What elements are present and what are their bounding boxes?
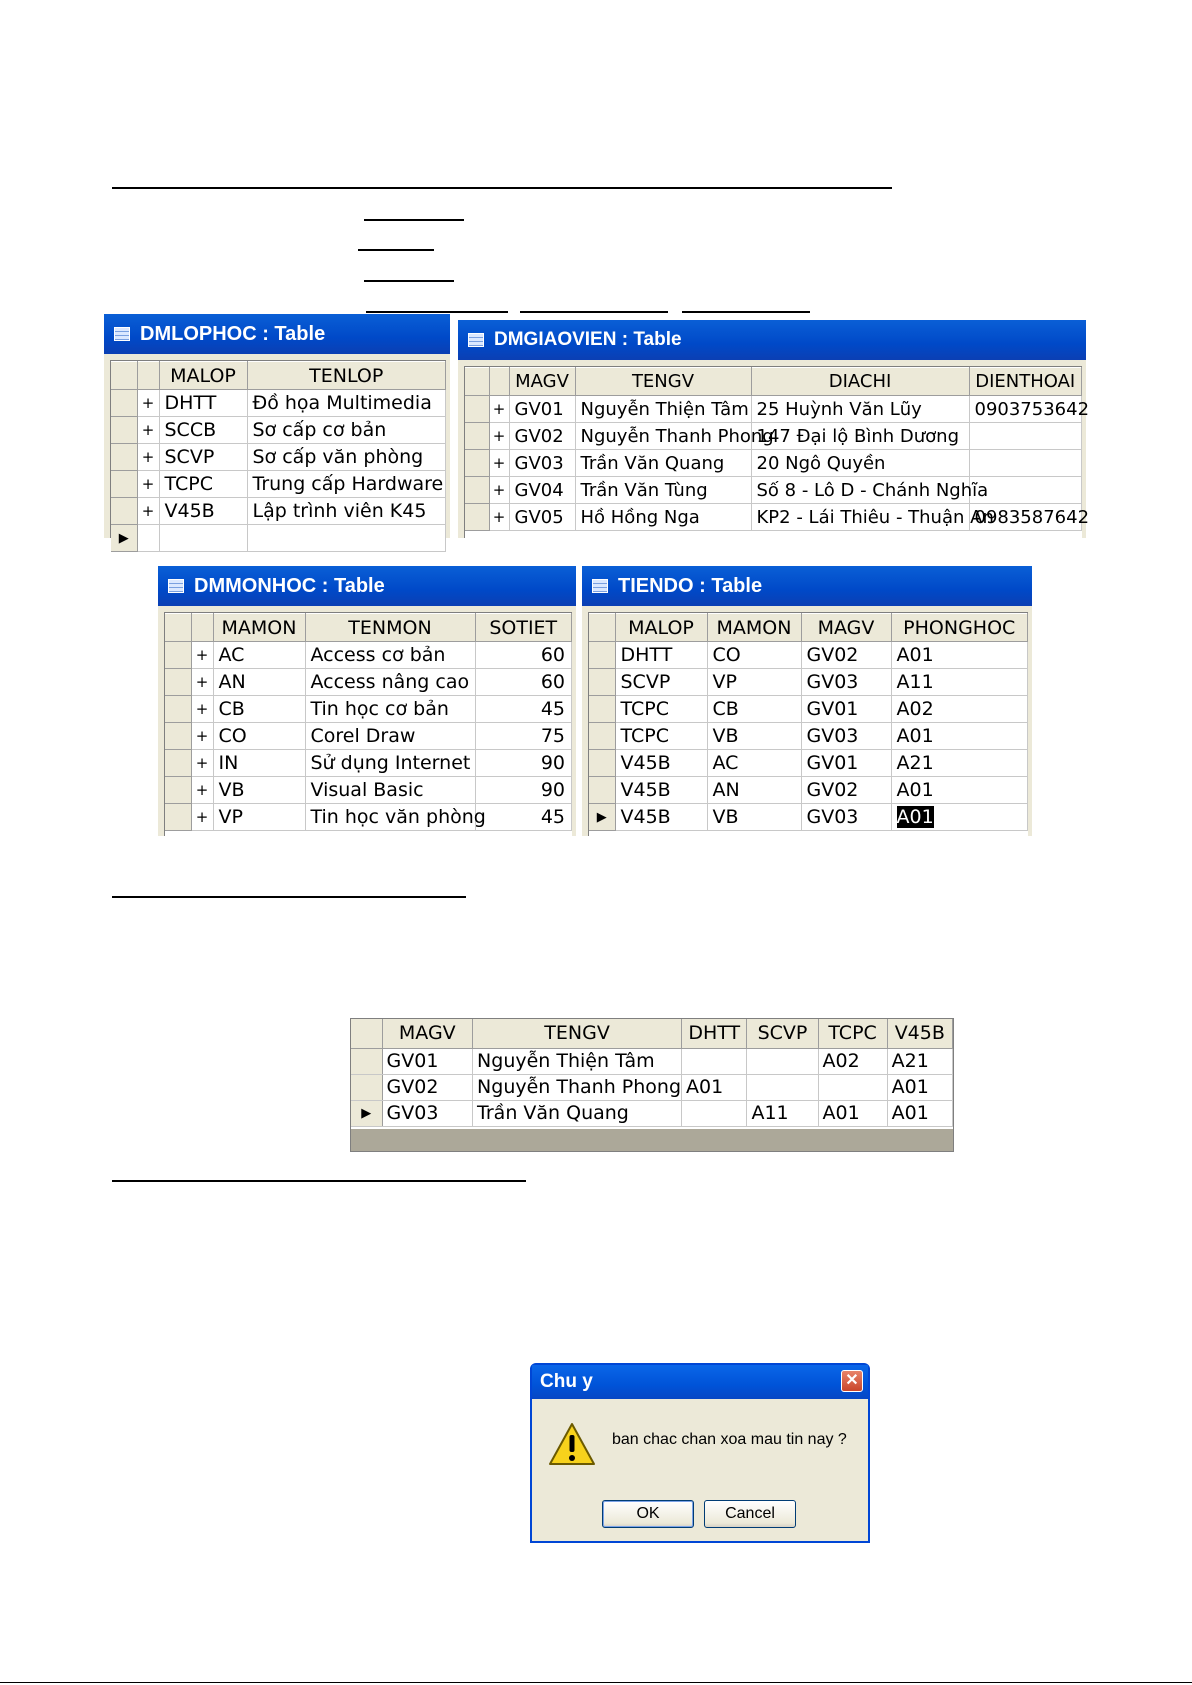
dmlophoc-titlebar[interactable] [104, 314, 450, 354]
expand-header [191, 614, 213, 642]
cell-diachi[interactable]: Số 8 - Lô D - Chánh Nghĩa [751, 477, 969, 504]
expand-icon[interactable]: + [489, 396, 509, 423]
header-row [165, 614, 572, 642]
record-selector[interactable] [351, 1048, 382, 1074]
cell-tenlop[interactable]: Sơ cấp cơ bản [247, 417, 446, 444]
cell-tenmon[interactable]: Sử dụng Internet [305, 750, 475, 777]
record-selector-header[interactable] [589, 614, 615, 642]
cell-dhtt[interactable]: A01 [682, 1074, 747, 1100]
cell-tenmon[interactable]: Visual Basic [305, 777, 475, 804]
cell-tengv[interactable]: Nguyễn Thanh Phong [473, 1074, 682, 1100]
grid-footer [351, 1129, 953, 1151]
record-selector[interactable] [351, 1074, 382, 1100]
cell-diachi[interactable]: 147 Đại lộ Bình Dương [751, 423, 969, 450]
table-row [111, 390, 446, 417]
cell-phonghoc[interactable]: A01 [891, 777, 1028, 804]
column-header[interactable]: DHTT [682, 1019, 747, 1048]
expand-icon[interactable]: + [191, 723, 213, 750]
dmmonhoc-window [158, 566, 576, 836]
column-header[interactable]: TENGV [473, 1019, 682, 1048]
cell-magv[interactable]: GV04 [509, 477, 575, 504]
record-selector-header[interactable] [465, 368, 489, 396]
record-selector[interactable] [465, 504, 489, 531]
header-row [589, 614, 1028, 642]
expand-icon[interactable]: + [489, 504, 509, 531]
ok-button[interactable]: OK [602, 1500, 694, 1528]
cell-magv[interactable]: GV03 [801, 723, 891, 750]
cell-malop[interactable]: TCPC [159, 471, 247, 498]
record-selector-header[interactable] [351, 1019, 382, 1048]
new-row-cell[interactable] [247, 525, 446, 552]
table-row [111, 471, 446, 498]
dmlophoc-table [111, 361, 446, 552]
cell-sotiet[interactable]: 45 [475, 804, 572, 831]
cell-malop[interactable]: DHTT [615, 642, 707, 669]
table-row [589, 669, 1028, 696]
cell-magv[interactable]: GV01 [382, 1048, 473, 1074]
cancel-button[interactable]: Cancel [704, 1500, 796, 1528]
column-header[interactable]: SOTIET [475, 614, 572, 642]
cell-dienthoai[interactable] [969, 423, 1082, 450]
dmlophoc-window [104, 314, 450, 546]
table-row [465, 396, 1082, 423]
cell-diachi[interactable]: 25 Huỳnh Văn Lũy [751, 396, 969, 423]
record-selector[interactable] [111, 390, 137, 417]
cell-phonghoc[interactable]: A11 [891, 669, 1028, 696]
expand-icon[interactable]: + [191, 642, 213, 669]
cell-scvp[interactable]: A11 [747, 1100, 818, 1126]
current-row-arrow-icon[interactable]: ▶ [351, 1100, 382, 1126]
column-header[interactable]: V45B [887, 1019, 952, 1048]
cell-mamon[interactable]: CB [707, 696, 801, 723]
expand-icon[interactable]: + [191, 696, 213, 723]
header-row [465, 368, 1082, 396]
cell-sotiet[interactable]: 60 [475, 642, 572, 669]
new-row-cell[interactable] [137, 525, 159, 552]
cell-magv[interactable]: GV02 [801, 777, 891, 804]
cell-malop[interactable]: V45B [615, 804, 707, 831]
cell-mamon[interactable]: AC [213, 642, 305, 669]
record-selector[interactable] [589, 696, 615, 723]
header-row [111, 362, 446, 390]
cell-tenmon[interactable]: Tin học cơ bản [305, 696, 475, 723]
new-record-row [111, 525, 446, 552]
expand-header [489, 368, 509, 396]
record-selector[interactable] [465, 396, 489, 423]
table-icon [168, 579, 184, 593]
column-header[interactable]: TENLOP [247, 362, 446, 390]
cell-malop[interactable]: V45B [159, 498, 247, 525]
table-row [589, 804, 1028, 831]
table-row [165, 642, 572, 669]
expand-icon[interactable]: + [137, 444, 159, 471]
cell-dhtt[interactable] [682, 1100, 747, 1126]
table-row [165, 750, 572, 777]
cell-tenlop[interactable]: Trung cấp Hardware [247, 471, 446, 498]
cell-tcpc[interactable]: A02 [818, 1048, 887, 1074]
dialog-message: ban chac chan xoa mau tin nay ? [612, 1431, 847, 1448]
expand-icon[interactable]: + [191, 804, 213, 831]
column-header[interactable]: MAGV [801, 614, 891, 642]
cell-tenmon[interactable]: Access cơ bản [305, 642, 475, 669]
cell-magv[interactable]: GV01 [801, 750, 891, 777]
cell-phonghoc[interactable]: A21 [891, 750, 1028, 777]
cell-dienthoai[interactable]: 0983587642 [969, 504, 1082, 531]
record-selector[interactable] [165, 804, 191, 831]
cell-v45b[interactable]: A21 [887, 1048, 952, 1074]
record-selector[interactable] [589, 750, 615, 777]
column-header[interactable]: PHONGHOC [891, 614, 1028, 642]
field-underline [358, 249, 434, 251]
table-row [351, 1074, 953, 1100]
cell-tengv[interactable]: Nguyễn Thiện Tâm [575, 396, 751, 423]
selected-text: A01 [896, 806, 934, 828]
cell-tengv[interactable]: Nguyễn Thanh Phong [575, 423, 751, 450]
cell-malop[interactable]: SCVP [615, 669, 707, 696]
table-row [589, 777, 1028, 804]
datasheet-grid [464, 366, 1090, 538]
cell-tenlop[interactable]: Lập trình viên K45 [247, 498, 446, 525]
cell-mamon[interactable]: VB [707, 804, 801, 831]
expand-icon[interactable]: + [137, 417, 159, 444]
cell-mamon[interactable]: VP [707, 669, 801, 696]
record-selector[interactable] [165, 696, 191, 723]
cell-tenmon[interactable]: Access nâng cao [305, 669, 475, 696]
window-title: DMLOPHOC : Table [140, 322, 326, 345]
datasheet-grid [164, 612, 572, 836]
field-underline [682, 311, 810, 313]
cell-diachi[interactable]: 20 Ngô Quyền [751, 450, 969, 477]
record-selector[interactable] [111, 444, 137, 471]
crosstab-table [351, 1019, 953, 1127]
dialog-titlebar[interactable] [532, 1365, 868, 1399]
table-row [165, 777, 572, 804]
table-row [111, 498, 446, 525]
dialog-title: Chu y [540, 1371, 593, 1392]
cell-dhtt[interactable] [682, 1048, 747, 1074]
cell-mamon[interactable]: VP [213, 804, 305, 831]
record-selector[interactable] [589, 723, 615, 750]
cell-mamon[interactable]: AN [707, 777, 801, 804]
cell-magv[interactable]: GV03 [801, 804, 891, 831]
record-selector[interactable] [111, 498, 137, 525]
cell-tengv[interactable]: Trần Văn Quang [473, 1100, 682, 1126]
cell-magv[interactable]: GV01 [509, 396, 575, 423]
cell-tcpc[interactable]: A01 [818, 1100, 887, 1126]
record-selector[interactable] [589, 669, 615, 696]
dmmonhoc-titlebar[interactable] [158, 566, 576, 606]
column-header[interactable]: MALOP [615, 614, 707, 642]
table-row [465, 477, 1082, 504]
dmgiaovien-titlebar[interactable] [458, 320, 1086, 360]
cell-phonghoc[interactable]: A01 [891, 642, 1028, 669]
column-header[interactable]: DIENTHOAI [969, 368, 1082, 396]
record-selector[interactable] [165, 777, 191, 804]
table-row [165, 669, 572, 696]
cell-magv[interactable]: GV02 [509, 423, 575, 450]
column-header[interactable]: MALOP [159, 362, 247, 390]
expand-header [137, 362, 159, 390]
expand-icon[interactable]: + [489, 450, 509, 477]
cell-mamon[interactable]: CB [213, 696, 305, 723]
table-row [465, 504, 1082, 531]
expand-icon[interactable]: + [137, 390, 159, 417]
expand-icon[interactable]: + [137, 498, 159, 525]
cell-magv[interactable]: GV02 [801, 642, 891, 669]
record-selector[interactable] [465, 477, 489, 504]
cell-mamon[interactable]: CO [213, 723, 305, 750]
table-icon [114, 327, 130, 341]
window-title: TIENDO : Table [618, 574, 763, 597]
table-row [465, 423, 1082, 450]
crosstab-query-grid [350, 1018, 954, 1152]
cell-tenlop[interactable]: Sơ cấp văn phòng [247, 444, 446, 471]
header-row [351, 1019, 953, 1048]
cell-tengv[interactable]: Trần Văn Tùng [575, 477, 751, 504]
column-header[interactable]: MAMON [213, 614, 305, 642]
record-selector-header[interactable] [165, 614, 191, 642]
table-icon [468, 333, 484, 347]
section-heading-underline [112, 896, 466, 898]
page-footer-rule [0, 1682, 1192, 1683]
record-selector-header[interactable] [111, 362, 137, 390]
column-header[interactable]: TENGV [575, 368, 751, 396]
cell-mamon[interactable]: AC [707, 750, 801, 777]
cell-phonghoc[interactable]: A02 [891, 696, 1028, 723]
expand-icon[interactable]: + [489, 477, 509, 504]
expand-icon[interactable]: + [191, 777, 213, 804]
column-header[interactable]: SCVP [747, 1019, 818, 1048]
cell-dienthoai[interactable]: 0903753642 [969, 396, 1082, 423]
record-selector[interactable] [111, 471, 137, 498]
cell-malop[interactable]: SCVP [159, 444, 247, 471]
cell-tcpc[interactable] [818, 1074, 887, 1100]
expand-icon[interactable]: + [191, 750, 213, 777]
current-row-arrow-icon[interactable]: ▶ [589, 804, 615, 831]
section-heading-underline [112, 1180, 526, 1182]
cell-tengv[interactable]: Nguyễn Thiện Tâm [473, 1048, 682, 1074]
cell-phonghoc-selected[interactable] [891, 804, 1028, 831]
table-row [589, 723, 1028, 750]
record-selector[interactable] [589, 642, 615, 669]
cell-tengv[interactable]: Trần Văn Quang [575, 450, 751, 477]
table-row [165, 804, 572, 831]
cell-mamon[interactable]: VB [213, 777, 305, 804]
cell-v45b[interactable]: A01 [887, 1100, 952, 1126]
record-selector[interactable] [465, 450, 489, 477]
cell-malop[interactable]: SCCB [159, 417, 247, 444]
cell-v45b[interactable]: A01 [887, 1074, 952, 1100]
cell-mamon[interactable]: AN [213, 669, 305, 696]
column-header[interactable]: TENMON [305, 614, 475, 642]
cell-malop[interactable]: V45B [615, 750, 707, 777]
record-selector[interactable] [589, 777, 615, 804]
record-selector[interactable] [111, 417, 137, 444]
cell-scvp[interactable] [747, 1074, 818, 1100]
table-row [465, 450, 1082, 477]
cell-dienthoai[interactable] [969, 450, 1082, 477]
window-title: DMMONHOC : Table [194, 574, 385, 597]
record-selector[interactable] [165, 669, 191, 696]
table-row [589, 642, 1028, 669]
cell-sotiet[interactable]: 90 [475, 750, 572, 777]
confirm-dialog [530, 1363, 870, 1543]
close-icon[interactable]: ✕ [841, 1370, 863, 1392]
warning-icon [548, 1421, 596, 1467]
cell-diachi[interactable]: KP2 - Lái Thiêu - Thuận An [751, 504, 969, 531]
field-underline [364, 219, 464, 221]
cell-mamon[interactable]: IN [213, 750, 305, 777]
record-selector[interactable] [165, 723, 191, 750]
expand-icon[interactable]: + [191, 669, 213, 696]
cell-magv[interactable]: GV03 [801, 669, 891, 696]
table-row [589, 750, 1028, 777]
new-row-arrow-icon[interactable]: ▶ [111, 525, 137, 552]
column-header[interactable]: TCPC [818, 1019, 887, 1048]
cell-magv[interactable]: GV03 [509, 450, 575, 477]
cell-tengv[interactable]: Hồ Hồng Nga [575, 504, 751, 531]
table-row [111, 444, 446, 471]
cell-tenmon[interactable]: Tin học văn phòng [305, 804, 475, 831]
table-row [351, 1048, 953, 1074]
cell-tenmon[interactable]: Corel Draw [305, 723, 475, 750]
cell-malop[interactable]: DHTT [159, 390, 247, 417]
cell-malop[interactable]: TCPC [615, 696, 707, 723]
column-header[interactable]: MAMON [707, 614, 801, 642]
window-title: DMGIAOVIEN : Table [494, 329, 682, 350]
new-row-cell[interactable] [159, 525, 247, 552]
cell-phonghoc[interactable]: A01 [891, 723, 1028, 750]
cell-malop[interactable]: TCPC [615, 723, 707, 750]
field-underline [520, 311, 668, 313]
cell-magv[interactable]: GV05 [509, 504, 575, 531]
cell-sotiet[interactable]: 75 [475, 723, 572, 750]
cell-magv[interactable]: GV03 [382, 1100, 473, 1126]
field-underline [364, 280, 454, 282]
cell-sotiet[interactable]: 60 [475, 669, 572, 696]
column-header[interactable]: MAGV [382, 1019, 473, 1048]
cell-mamon[interactable]: VB [707, 723, 801, 750]
table-row [351, 1100, 953, 1126]
cell-mamon[interactable]: CO [707, 642, 801, 669]
table-row [111, 417, 446, 444]
record-selector[interactable] [165, 750, 191, 777]
cell-sotiet[interactable]: 45 [475, 696, 572, 723]
tiendo-titlebar[interactable] [582, 566, 1032, 606]
section-heading-underline [112, 187, 892, 189]
cell-scvp[interactable] [747, 1048, 818, 1074]
cell-tenlop[interactable]: Đồ họa Multimedia [247, 390, 446, 417]
table-row [165, 723, 572, 750]
datasheet-grid [588, 612, 1028, 836]
dmmonhoc-table [165, 613, 572, 831]
tiendo-window [582, 566, 1032, 836]
column-header[interactable]: DIACHI [751, 368, 969, 396]
column-header[interactable]: MAGV [509, 368, 575, 396]
cell-magv[interactable]: GV01 [801, 696, 891, 723]
cell-sotiet[interactable]: 90 [475, 777, 572, 804]
table-row [589, 696, 1028, 723]
expand-icon[interactable]: + [137, 471, 159, 498]
table-icon [592, 579, 608, 593]
datasheet-grid [110, 360, 446, 546]
tiendo-table [589, 613, 1028, 831]
cell-malop[interactable]: V45B [615, 777, 707, 804]
record-selector[interactable] [165, 642, 191, 669]
record-selector[interactable] [465, 423, 489, 450]
expand-icon[interactable]: + [489, 423, 509, 450]
field-underline [366, 311, 508, 313]
cell-magv[interactable]: GV02 [382, 1074, 473, 1100]
table-row [165, 696, 572, 723]
dmgiaovien-window [458, 320, 1090, 538]
dmgiaovien-table [465, 367, 1090, 531]
